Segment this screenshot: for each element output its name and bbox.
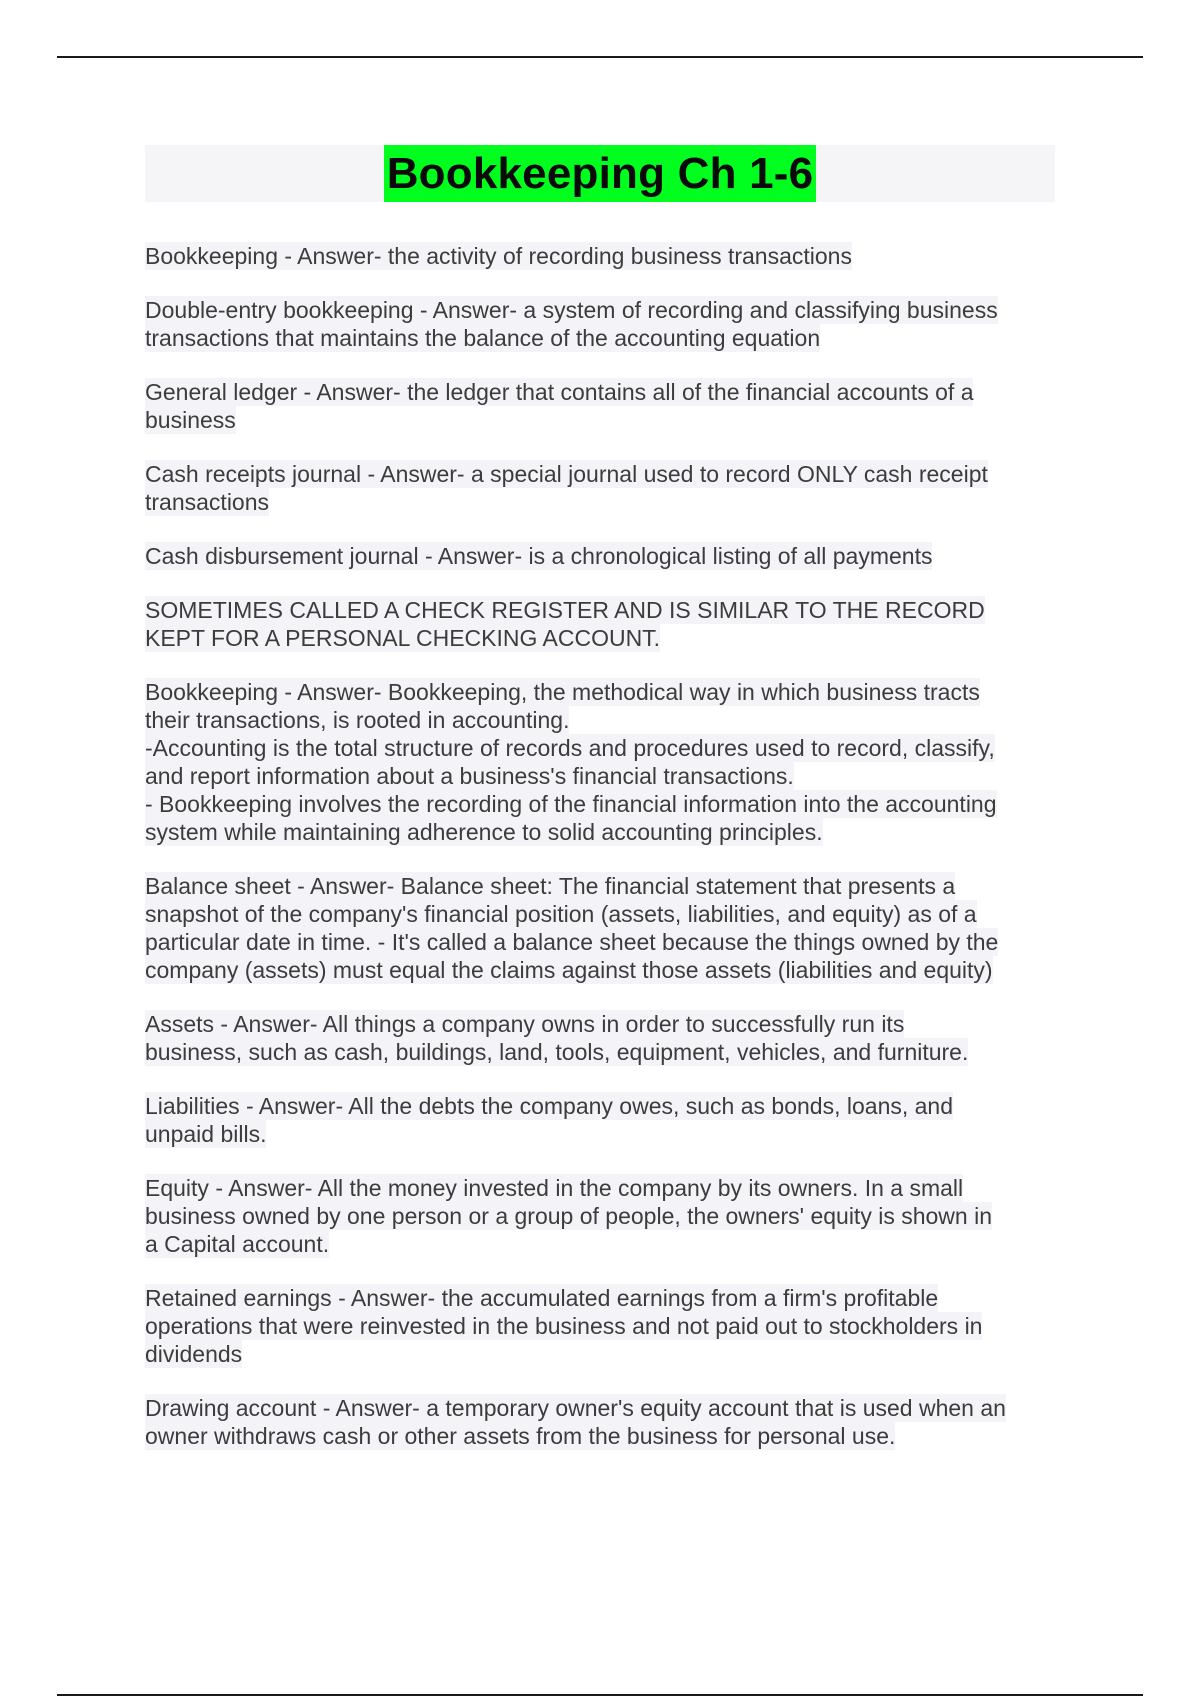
entry-line: Assets - Answer- All things a company owns in order to successfully run its bbox=[145, 1011, 905, 1037]
entry-line: unpaid bills. bbox=[145, 1121, 267, 1147]
entry-line: their transactions, is rooted in accounting. bbox=[145, 707, 570, 733]
entry-line: and report information about a business's financial transactions. bbox=[145, 763, 794, 789]
entry bbox=[145, 378, 1065, 434]
entry-line: -Accounting is the total structure of records and procedures used to record, classify, bbox=[145, 735, 995, 761]
entry-line: transactions bbox=[145, 489, 270, 515]
entry-line: Cash receipts journal - Answer- a special journal used to record ONLY cash receipt bbox=[145, 461, 988, 487]
entry-line: Equity - Answer- All the money invested in the company by its owners. In a small bbox=[145, 1175, 964, 1201]
entry bbox=[145, 678, 1065, 846]
entry-line: business bbox=[145, 407, 236, 433]
entry-line: Balance sheet - Answer- Balance sheet: The financial statement that presents a bbox=[145, 873, 956, 899]
entry bbox=[145, 542, 1065, 570]
entry bbox=[145, 1394, 1065, 1450]
entry-line: Double-entry bookkeeping - Answer- a system of recording and classifying business bbox=[145, 297, 998, 323]
top-rule bbox=[57, 56, 1143, 58]
entry-line: Liabilities - Answer- All the debts the company owes, such as bonds, loans, and bbox=[145, 1093, 954, 1119]
entry-line: owner withdraws cash or other assets from the business for personal use. bbox=[145, 1423, 896, 1449]
entry-line: system while maintaining adherence to solid accounting principles. bbox=[145, 819, 823, 845]
entry-line: Cash disbursement journal - Answer- is a chronological listing of all payments bbox=[145, 543, 933, 569]
entry-line: Retained earnings - Answer- the accumulated earnings from a firm's profitable bbox=[145, 1285, 939, 1311]
entry bbox=[145, 1174, 1065, 1258]
entry-line: company (assets) must equal the claims against those assets (liabilities and equity) bbox=[145, 957, 993, 983]
entry bbox=[145, 1284, 1065, 1368]
entry-line: operations that were reinvested in the business and not paid out to stockholders in bbox=[145, 1313, 983, 1339]
page-title: Bookkeeping Ch 1-6 bbox=[384, 145, 817, 202]
entry-line: Bookkeeping - Answer- the activity of recording business transactions bbox=[145, 243, 852, 269]
entry-line: business owned by one person or a group of people, the owners' equity is shown in bbox=[145, 1203, 992, 1229]
entry-line: Drawing account - Answer- a temporary owner's equity account that is used when an bbox=[145, 1395, 1006, 1421]
entry-line: SOMETIMES CALLED A CHECK REGISTER AND IS SIMILAR TO THE RECORD bbox=[145, 597, 985, 623]
entry-line: dividends bbox=[145, 1341, 243, 1367]
document-body bbox=[145, 242, 1065, 1476]
entry-line: a Capital account. bbox=[145, 1231, 330, 1257]
entry-line: particular date in time. - It's called a balance sheet because the things owned by the bbox=[145, 929, 999, 955]
entry bbox=[145, 596, 1065, 652]
title-band bbox=[145, 145, 1055, 202]
entry-line: snapshot of the company's financial position (assets, liabilities, and equity) as of a bbox=[145, 901, 977, 927]
entry bbox=[145, 296, 1065, 352]
entry bbox=[145, 872, 1065, 984]
entry-line: business, such as cash, buildings, land, tools, equipment, vehicles, and furniture. bbox=[145, 1039, 969, 1065]
entry-line: General ledger - Answer- the ledger that contains all of the financial accounts of a bbox=[145, 379, 974, 405]
entry bbox=[145, 1092, 1065, 1148]
entry bbox=[145, 1010, 1065, 1066]
entry bbox=[145, 460, 1065, 516]
entry-line: transactions that maintains the balance of the accounting equation bbox=[145, 325, 821, 351]
bottom-rule bbox=[57, 1694, 1143, 1696]
entry-line: Bookkeeping - Answer- Bookkeeping, the methodical way in which business tracts bbox=[145, 679, 980, 705]
entry-line: KEPT FOR A PERSONAL CHECKING ACCOUNT. bbox=[145, 625, 661, 651]
entry bbox=[145, 242, 1065, 270]
entry-line: - Bookkeeping involves the recording of the financial information into the accounting bbox=[145, 791, 997, 817]
